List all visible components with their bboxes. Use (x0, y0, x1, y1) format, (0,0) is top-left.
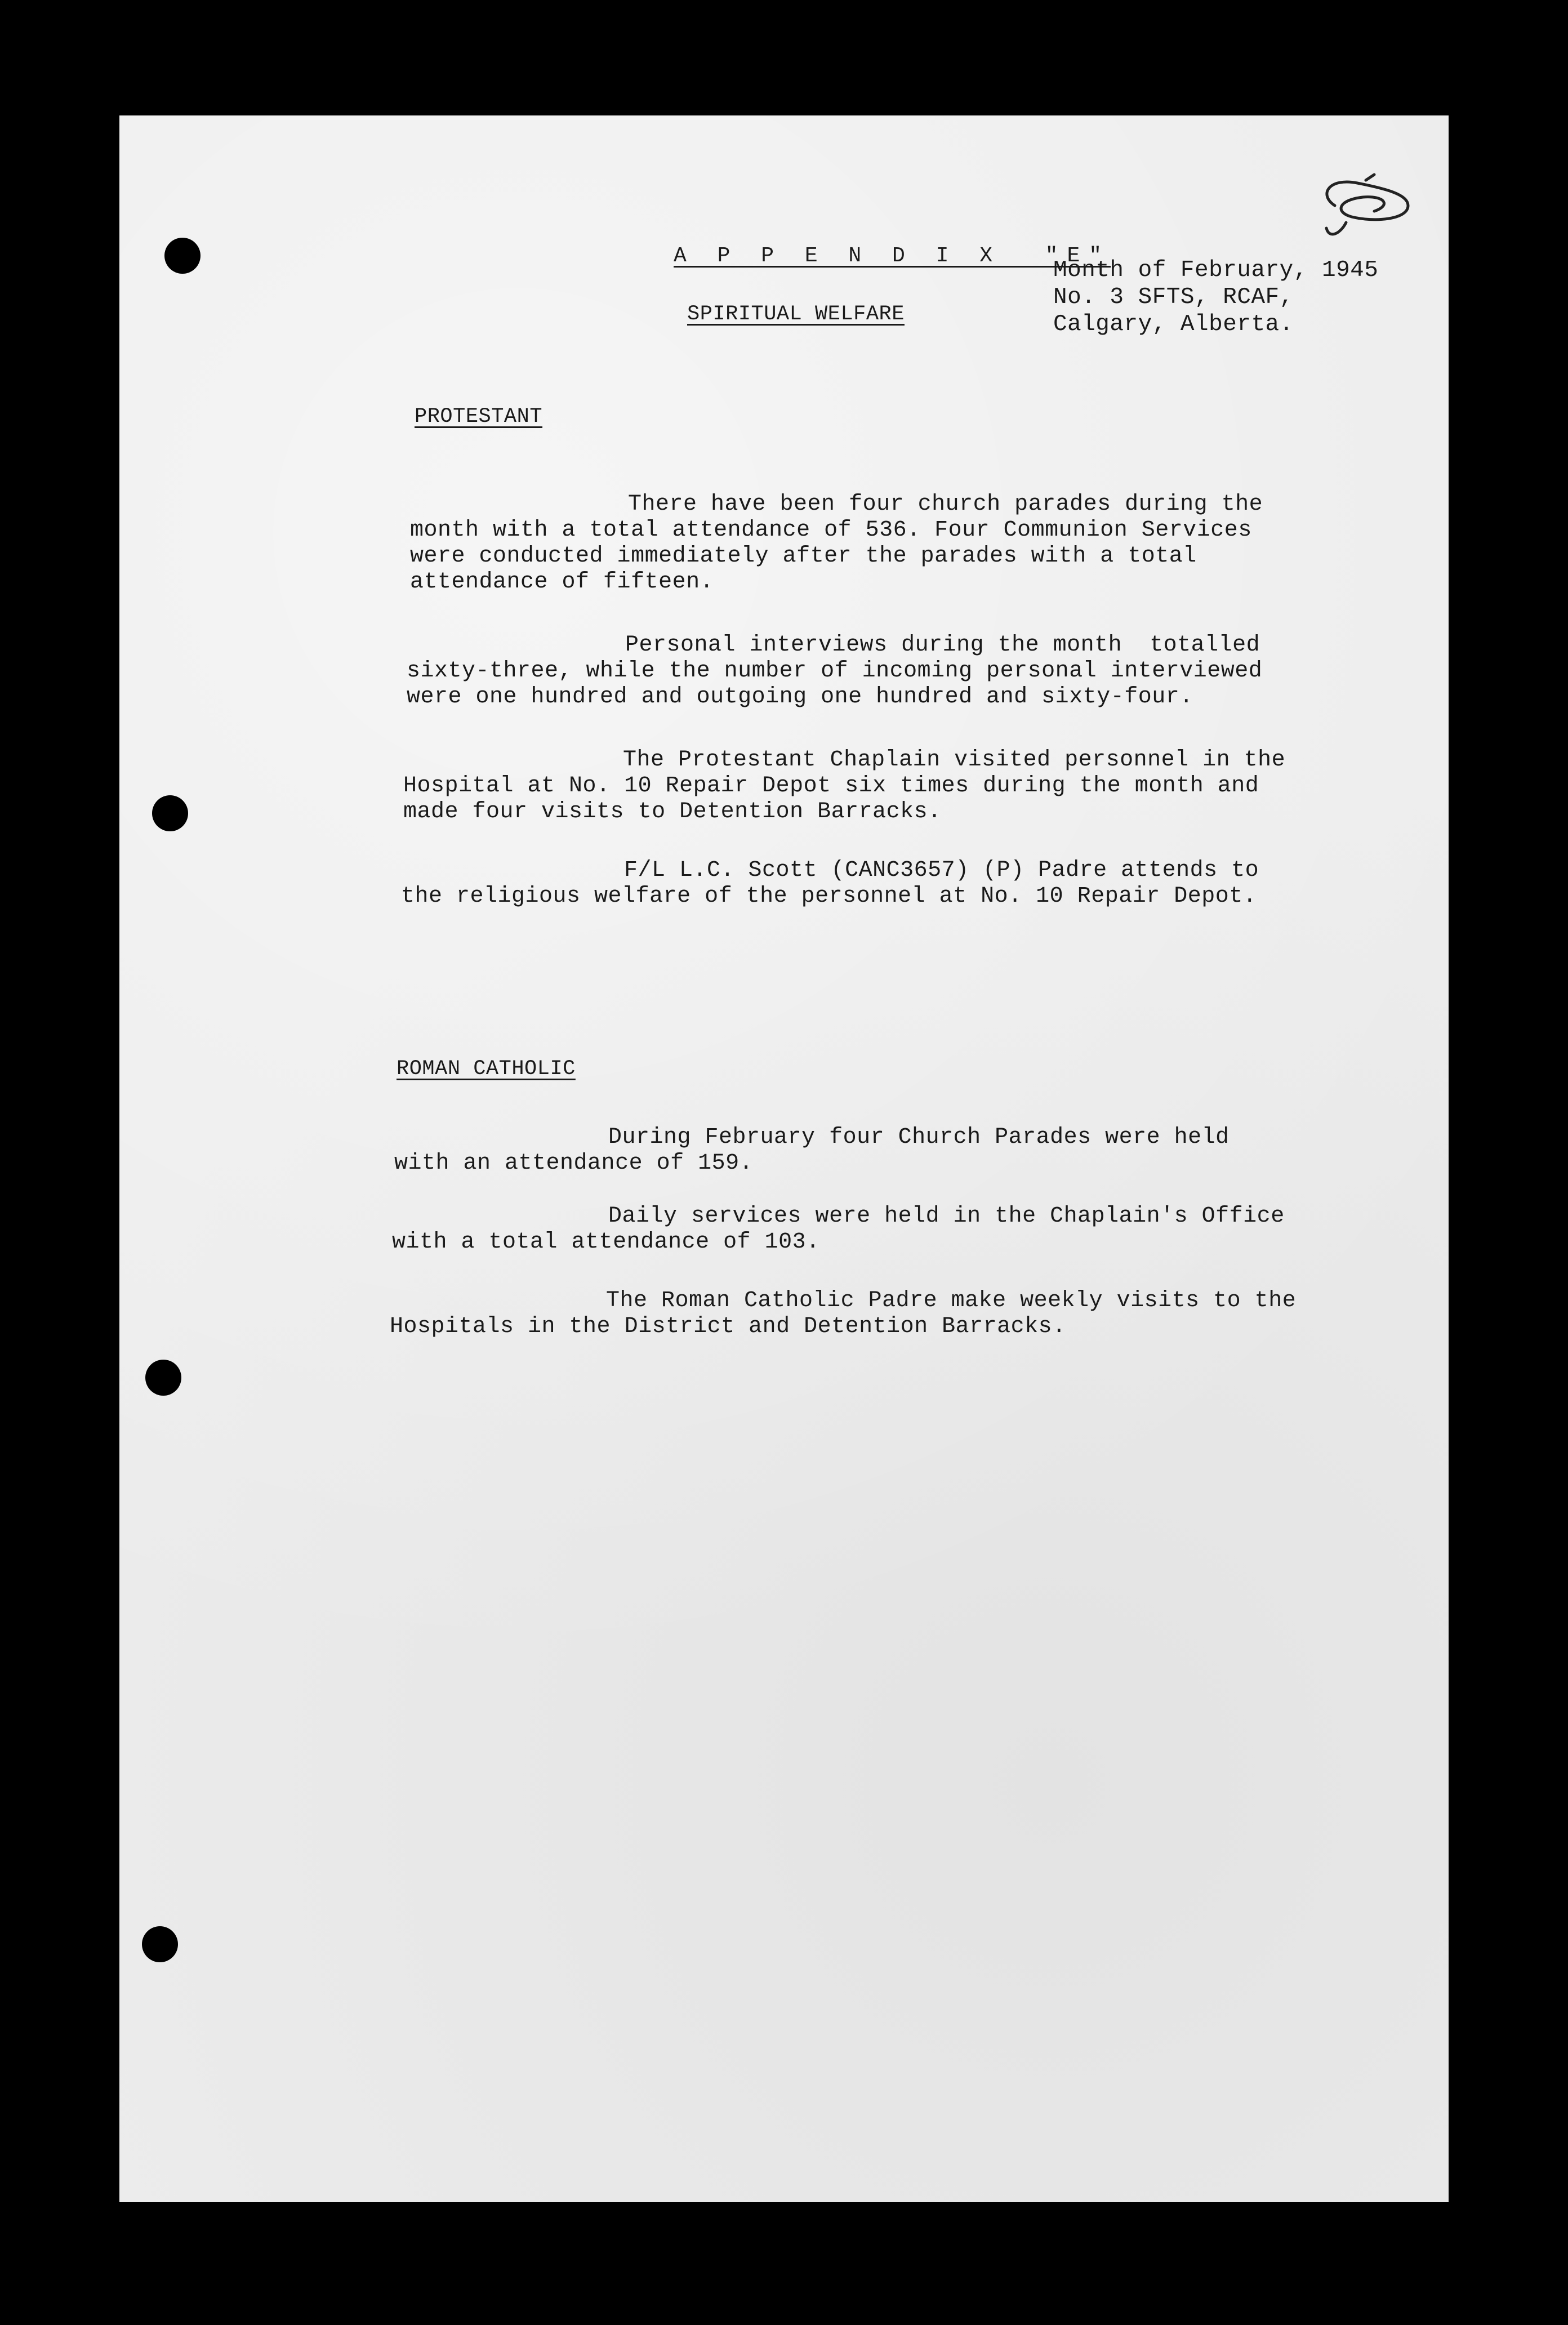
punch-hole-3 (145, 1360, 181, 1396)
paragraph-line: made four visits to Detention Barracks. (403, 799, 942, 825)
paragraph-line: with a total attendance of 103. (392, 1230, 820, 1255)
punch-hole-4 (142, 1926, 178, 1962)
paragraph-line: attendance of fifteen. (410, 569, 714, 595)
paragraph-line: sixty-three, while the number of incoming personal interviewed (407, 658, 1263, 684)
header-info-line-1: Month of February, 1945 (1053, 257, 1379, 283)
paragraph-line: Personal interviews during the month totalled (625, 633, 1260, 658)
document-subtitle: SPIRITUAL WELFARE (687, 302, 905, 326)
paragraph-line: The Protestant Chaplain visited personnel in the (623, 747, 1286, 773)
header-info-line-2: No. 3 SFTS, RCAF, (1053, 284, 1294, 310)
paragraph-line: During February four Church Parades were held (608, 1125, 1230, 1150)
punch-hole-1 (164, 238, 201, 274)
paragraph-line: The Roman Catholic Padre make weekly visits to the (606, 1288, 1297, 1313)
section-heading-roman-catholic: ROMAN CATHOLIC (397, 1057, 576, 1081)
punch-hole-2 (152, 795, 188, 831)
paragraph-line: F/L L.C. Scott (CANC3657) (P) Padre attends to (624, 858, 1259, 883)
paragraph-line: Hospitals in the District and Detention Barracks. (390, 1314, 1066, 1339)
section-heading-protestant: PROTESTANT (415, 405, 543, 429)
paragraph-line: month with a total attendance of 536. Four Communion Services (410, 518, 1252, 543)
paragraph-line: with an attendance of 159. (394, 1151, 754, 1176)
document-page (119, 115, 1449, 2202)
paragraph-line: the religious welfare of the personnel at No. 10 Repair Depot. (401, 884, 1257, 909)
paragraph-line: There have been four church parades during the (628, 492, 1263, 517)
handwritten-mark-icon (1312, 172, 1419, 245)
header-info-line-3: Calgary, Alberta. (1053, 311, 1294, 337)
paragraph-line: were conducted immediately after the parades with a total (410, 544, 1197, 569)
paragraph-line: Daily services were held in the Chaplain's Office (608, 1204, 1285, 1229)
paragraph-line: were one hundred and outgoing one hundred and sixty-four. (407, 684, 1193, 710)
appendix-title: A P P E N D I X "E" (674, 244, 1111, 268)
paragraph-line: Hospital at No. 10 Repair Depot six times during the month and (403, 773, 1259, 799)
